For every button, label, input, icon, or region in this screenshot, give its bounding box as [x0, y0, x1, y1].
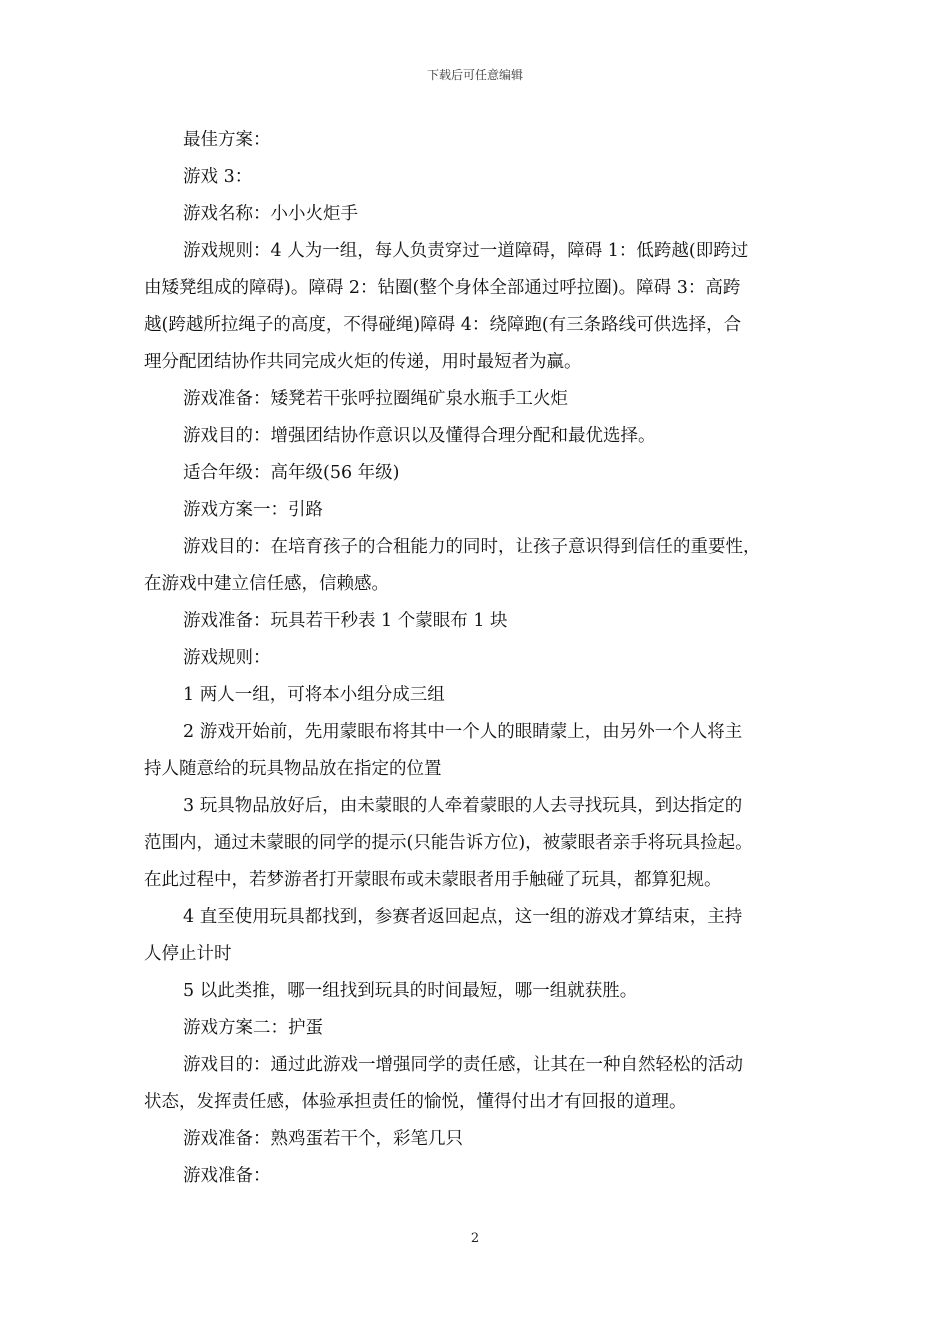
paragraph-line: 游戏规则：4 人为一组，每人负责穿过一道障碍，障碍 1：低跨越(即跨过	[183, 241, 749, 261]
paragraph-line: 游戏准备：	[183, 1166, 271, 1186]
paragraph-line: 适合年级：高年级(56 年级)	[183, 463, 400, 483]
paragraph-line: 游戏准备：玩具若干秒表 1 个蒙眼布 1 块	[183, 611, 508, 631]
paragraph-line: 游戏方案二：护蛋	[183, 1018, 323, 1038]
document-body	[144, 122, 809, 1195]
paragraph-line: 游戏目的：通过此游戏一增强同学的责任感，让其在一种自然轻松的活动	[183, 1055, 743, 1075]
paragraph-line: 2 游戏开始前，先用蒙眼布将其中一个人的眼睛蒙上，由另外一个人将主	[183, 722, 743, 742]
paragraph-line: 持人随意给的玩具物品放在指定的位置	[144, 759, 442, 779]
paragraph-line: 在此过程中，若梦游者打开蒙眼布或未蒙眼者用手触碰了玩具，都算犯规。	[144, 870, 722, 890]
page-header: 下载后可任意编辑	[426, 68, 523, 82]
paragraph-line: 游戏规则：	[183, 648, 271, 668]
paragraph-line: 游戏方案一：引路	[183, 500, 323, 520]
paragraph-line: 游戏准备：熟鸡蛋若干个，彩笔几只	[183, 1129, 463, 1149]
paragraph-line: 状态，发挥责任感，体验承担责任的愉悦，懂得付出才有回报的道理。	[144, 1092, 687, 1112]
paragraph-line: 游戏目的：增强团结协作意识以及懂得合理分配和最优选择。	[183, 426, 656, 446]
paragraph-line: 游戏准备：矮凳若干张呼拉圈绳矿泉水瓶手工火炬	[183, 389, 568, 409]
paragraph-line: 越(跨越所拉绳子的高度，不得碰绳)障碍 4：绕障跑(有三条路线可供选择，合	[144, 315, 742, 335]
paragraph-line: 游戏名称：小小火炬手	[183, 204, 358, 224]
paragraph-line: 由矮凳组成的障碍)。障碍 2：钻圈(整个身体全部通过呼拉圈)。障碍 3：高跨	[144, 278, 741, 298]
paragraph-line: 1 两人一组，可将本小组分成三组	[183, 685, 445, 705]
paragraph-line: 游戏目的：在培育孩子的合租能力的同时，让孩子意识得到信任的重要性，	[183, 537, 761, 557]
paragraph-line: 最佳方案：	[183, 130, 271, 150]
paragraph-line: 5 以此类推，哪一组找到玩具的时间最短，哪一组就获胜。	[183, 981, 638, 1001]
paragraph-line: 游戏 3：	[183, 167, 253, 187]
paragraph-line: 理分配团结协作共同完成火炬的传递，用时最短者为赢。	[144, 352, 582, 372]
paragraph-line: 4 直至使用玩具都找到，参赛者返回起点，这一组的游戏才算结束，主持	[183, 907, 743, 927]
paragraph-line: 人停止计时	[144, 944, 232, 964]
paragraph-line: 在游戏中建立信任感，信赖感。	[144, 574, 389, 594]
page-number: 2	[470, 1231, 480, 1246]
paragraph-line: 范围内，通过未蒙眼的同学的提示(只能告诉方位)，被蒙眼者亲手将玩具捡起。	[144, 833, 753, 853]
paragraph-line: 3 玩具物品放好后，由未蒙眼的人牵着蒙眼的人去寻找玩具，到达指定的	[183, 796, 743, 816]
